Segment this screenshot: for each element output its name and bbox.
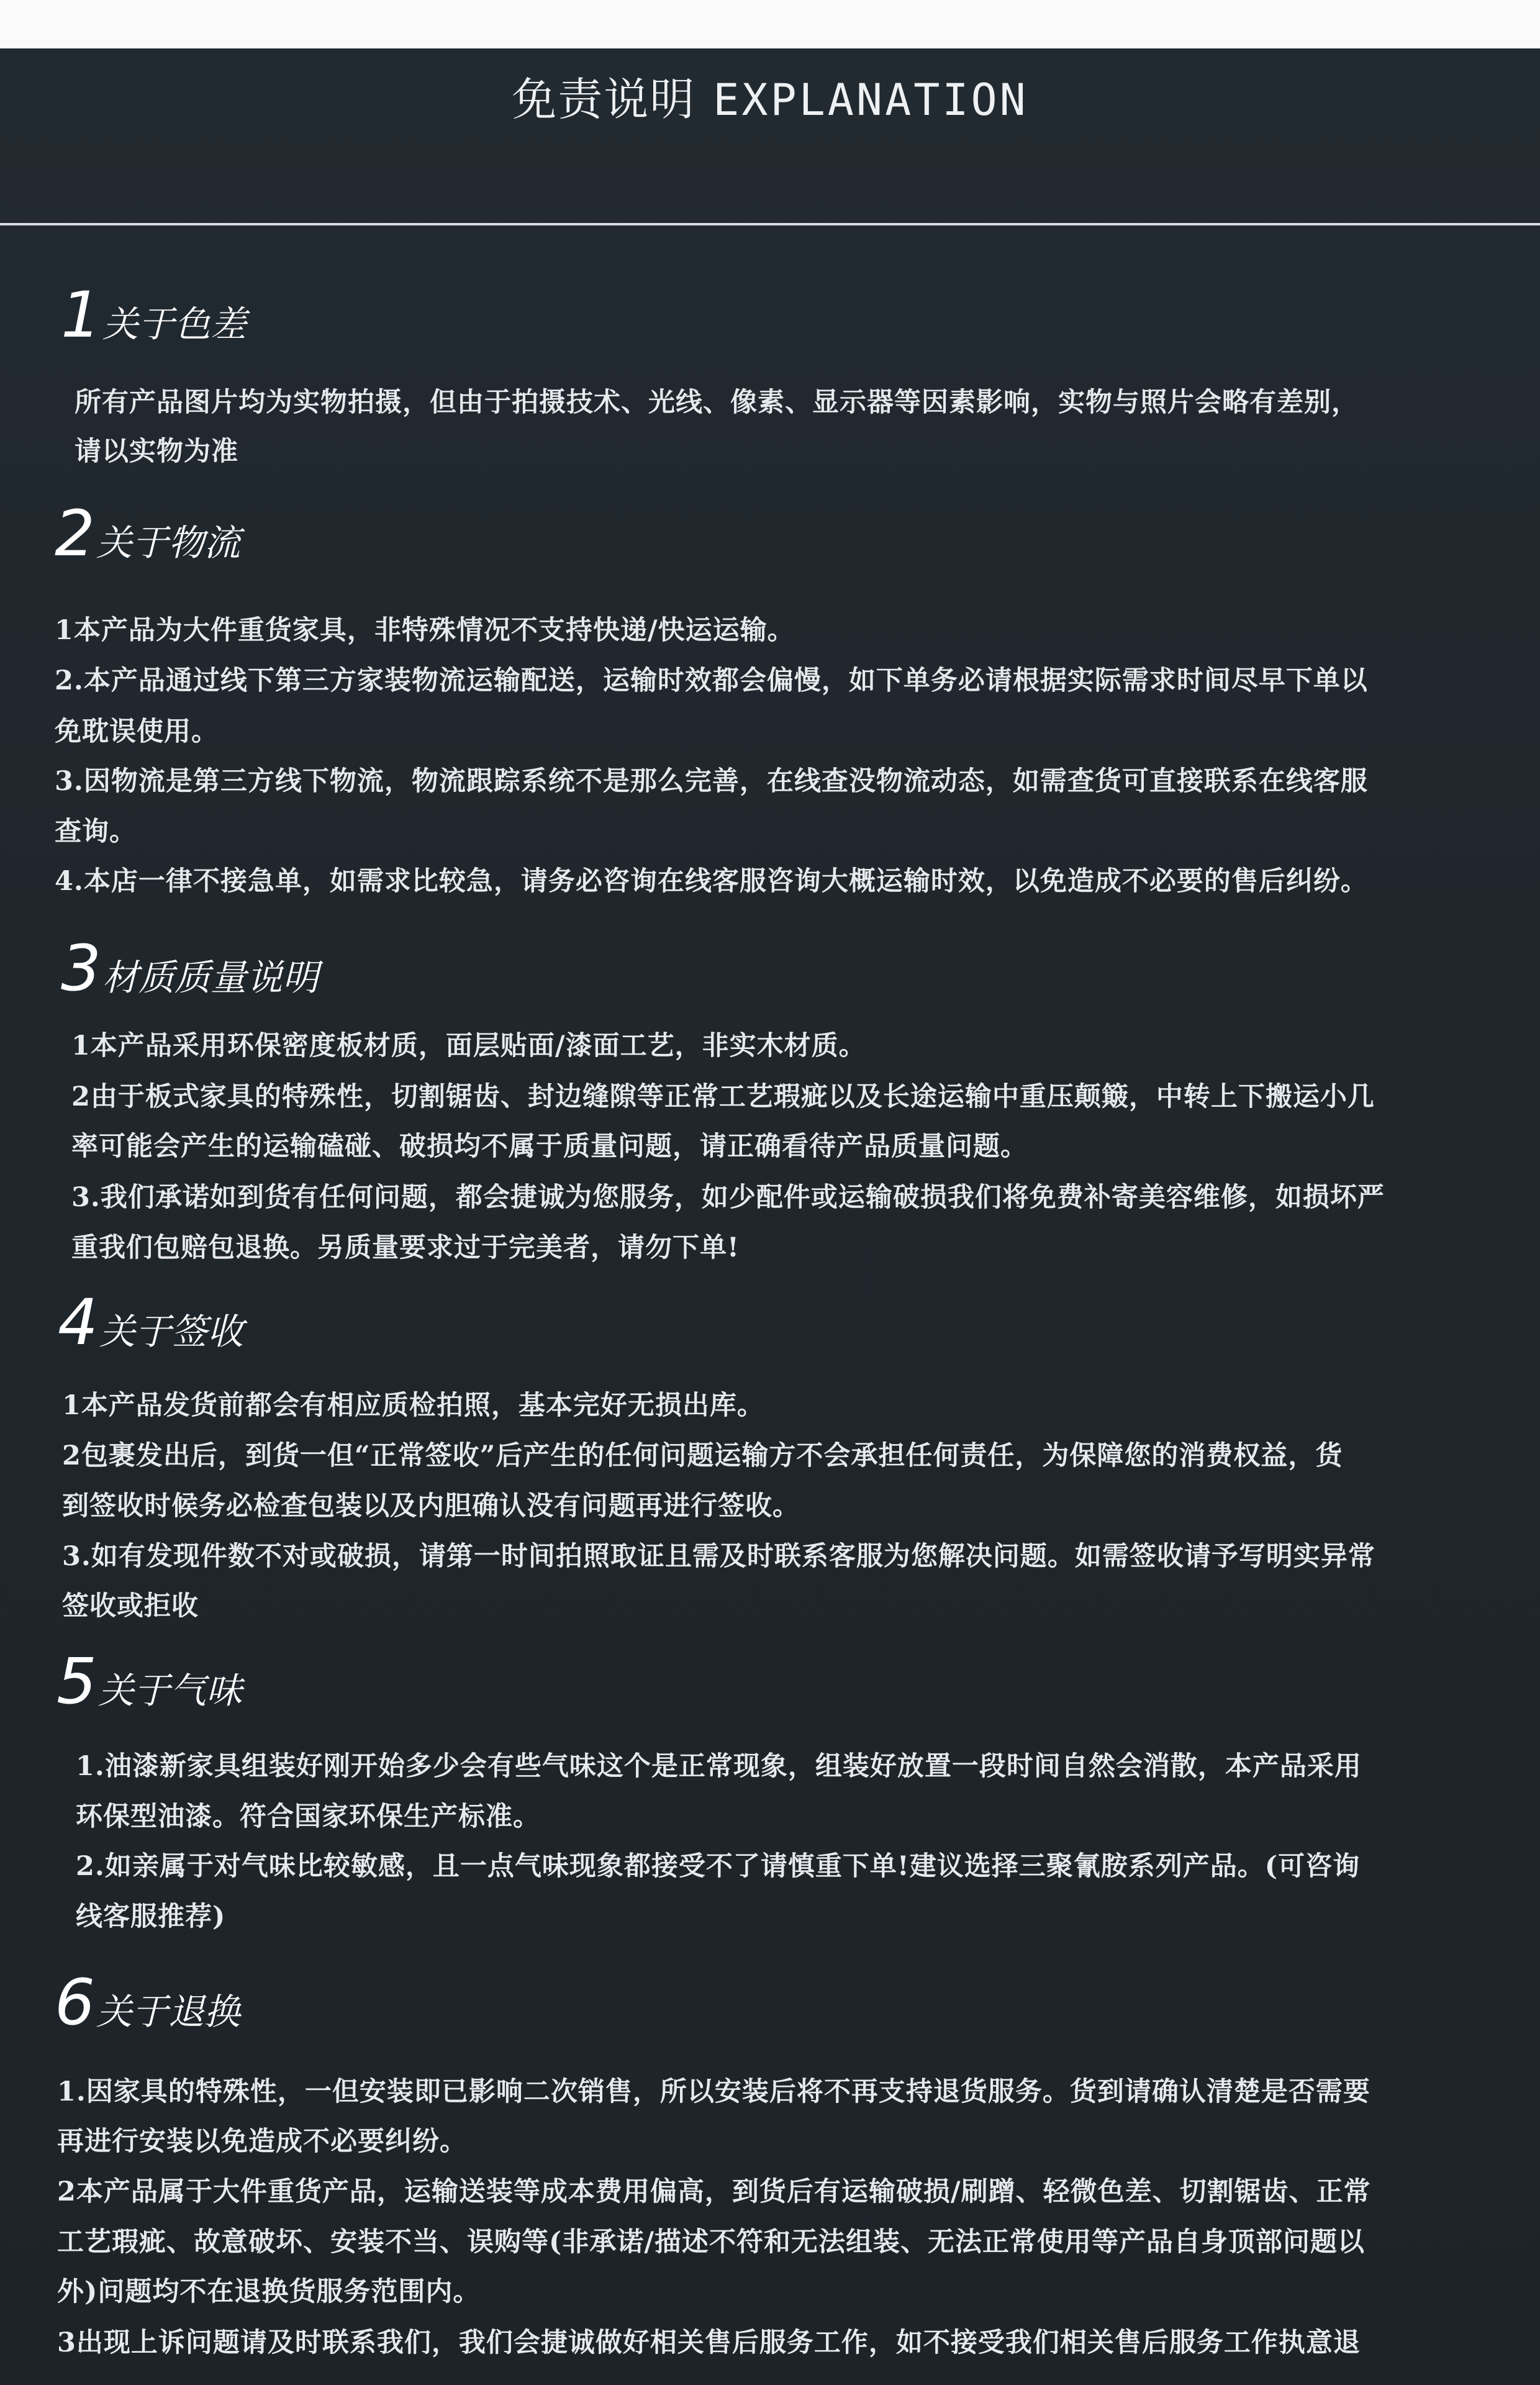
section-number: 3: [61, 932, 99, 1006]
section-line: 所有产品图片均为实物拍摄，但由于拍摄技术、光线、像素、显示器等因素影响，实物与照片会略有差别，: [75, 387, 1359, 418]
section-line: 签收或拒收: [62, 1591, 199, 1622]
section-line: 查询。: [55, 816, 137, 847]
top-white-strip: [0, 0, 1540, 48]
section-number: 1: [61, 278, 99, 352]
page-title-en: EXPLANATION: [713, 75, 1028, 125]
section-line: 2.如亲属于对气味比较敏感，且一点气味现象都接受不了请慎重下单!建议选择三聚氰胺系列产品。(可咨询: [76, 1851, 1361, 1882]
section-number: 6: [55, 1966, 93, 2040]
section-line: 外)问题均不在退换货服务范围内。: [57, 2276, 481, 2307]
section-line: 环保型油漆。符合国家环保生产标准。: [76, 1801, 540, 1832]
section-line: 2由于板式家具的特殊性，切割锯齿、封边缝隙等正常工艺瑕疵以及长途运输中重压颠簸，中转上下搬运小几: [71, 1081, 1375, 1112]
section-title: 材质质量说明: [102, 956, 319, 999]
section-line: 2.本产品通过线下第三方家装物流运输配送，运输时效都会偏慢，如下单务必请根据实际需求时间尽早下单以: [55, 665, 1368, 696]
page-title: [0, 68, 1540, 131]
section-title: 关于气味: [97, 1670, 242, 1712]
section-line: 工艺瑕疵、故意破坏、安装不当、误购等(非承诺/描述不符和无法组装、无法正常使用等产品自身顶部问题以: [57, 2227, 1366, 2258]
section-line: 3.如有发现件数不对或破损，请第一时间拍照取证且需及时联系客服为您解决问题。如需签收请予写明实异常: [62, 1541, 1375, 1572]
section-line: 3.因物流是第三方线下物流，物流跟踪系统不是那么完善，在线查没物流动态，如需查货可直接联系在线客服: [55, 766, 1368, 797]
section-line: 重我们包赔包退换。另质量要求过于完美者，请勿下单!: [71, 1232, 740, 1263]
section-title: 关于退换: [96, 1991, 240, 2033]
section-heading-color-difference: [61, 278, 247, 352]
header-divider: [0, 223, 1540, 225]
section-heading-logistics: [55, 497, 240, 571]
section-line: 4.本店一律不接急单，如需求比较急，请务必咨询在线客服咨询大概运输时效，以免造成不必要的售后纠纷。: [55, 866, 1368, 897]
section-line: 再进行安装以免造成不必要纠纷。: [57, 2126, 467, 2157]
section-line: 2本产品属于大件重货产品，运输送装等成本费用偏高，到货后有运输破损/刷蹭、轻微色差、切割锯齿、正常: [57, 2176, 1371, 2207]
section-number: 4: [58, 1286, 96, 1360]
section-number: 2: [55, 497, 93, 571]
section-title: 关于签收: [99, 1311, 243, 1353]
section-line: 免耽误使用。: [55, 716, 219, 747]
section-heading-odor: [57, 1645, 242, 1719]
section-line: 请以实物为准: [75, 436, 238, 467]
section-line: 3.我们承诺如到货有任何问题，都会捷诚为您服务，如少配件或运输破损我们将免费补寄美容维修，如损坏严: [71, 1182, 1385, 1213]
section-line: 1本产品为大件重货家具，非特殊情况不支持快递/快运运输。: [55, 615, 795, 646]
section-title: 关于物流: [96, 522, 240, 564]
page-title-cn: 免责说明: [512, 73, 696, 125]
section-heading-signing: [58, 1286, 243, 1360]
section-line: 1本产品发货前都会有相应质检拍照，基本完好无损出库。: [62, 1390, 764, 1421]
section-heading-return-exchange: [55, 1966, 240, 2040]
section-line: 1本产品采用环保密度板材质，面层贴面/漆面工艺，非实木材质。: [71, 1030, 866, 1061]
section-heading-material-quality: [61, 932, 319, 1006]
section-number: 5: [57, 1645, 94, 1719]
section-line: 率可能会产生的运输磕碰、破损均不属于质量问题，请正确看待产品质量问题。: [71, 1131, 1028, 1162]
section-line: 1.油漆新家具组装好刚开始多少会有些气味这个是正常现象，组装好放置一段时间自然会消散，本产品采用: [76, 1751, 1362, 1782]
section-line: 3出现上诉问题请及时联系我们，我们会捷诚做好相关售后服务工作，如不接受我们相关售后服务工作执意退: [57, 2327, 1361, 2358]
section-line: 2包裹发出后，到货一但“正常签收”后产生的任何问题运输方不会承担任何责任，为保障您的消费权益，货: [62, 1440, 1343, 1471]
section-line: 1.因家具的特殊性，一但安装即已影响二次销售，所以安装后将不再支持退货服务。货到请确认清楚是否需要: [57, 2076, 1370, 2107]
section-line: 到签收时候务必检查包装以及内胆确认没有问题再进行签收。: [62, 1491, 800, 1522]
section-title: 关于色差: [102, 303, 247, 345]
section-line: 线客服推荐): [76, 1901, 226, 1932]
